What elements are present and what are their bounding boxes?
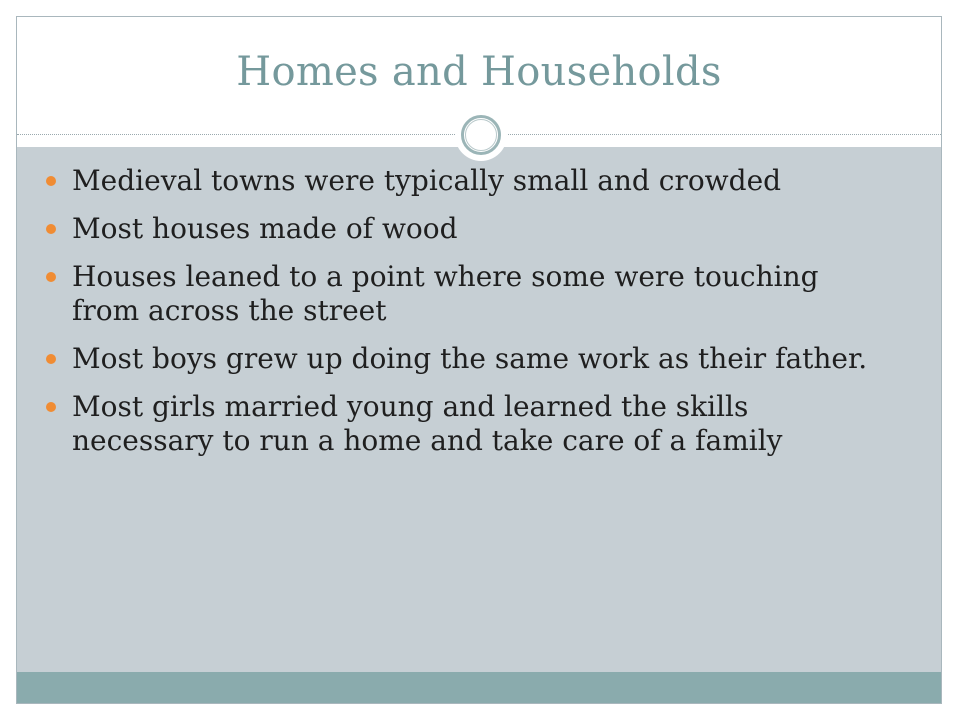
bullet-dot-icon [46, 402, 56, 412]
bullet-dot-icon [46, 224, 56, 234]
circle-ring-icon [455, 109, 507, 161]
bullet-dot-icon [46, 176, 56, 186]
bullet-item [46, 260, 876, 328]
bullet-text: Most houses made of wood [72, 212, 458, 245]
ornament-inner-ring [465, 119, 497, 151]
slide-title: Homes and Households [236, 49, 722, 95]
bullet-dot-icon [46, 354, 56, 364]
bullet-item [46, 164, 876, 198]
bottom-band [17, 672, 941, 703]
bullet-item [46, 342, 876, 376]
bullet-dot-icon [46, 272, 56, 282]
bullet-item [46, 212, 876, 246]
bullet-item [46, 390, 876, 458]
bullet-text: Medieval towns were typically small and crowded [72, 164, 782, 197]
bullet-text: Most girls married young and learned the skills necessary to run a home and take care of a family [72, 390, 783, 457]
bullet-text: Houses leaned to a point where some were touching from across the street [72, 260, 819, 327]
bullet-text: Most boys grew up doing the same work as their father. [72, 342, 868, 375]
bullet-list [46, 164, 876, 472]
